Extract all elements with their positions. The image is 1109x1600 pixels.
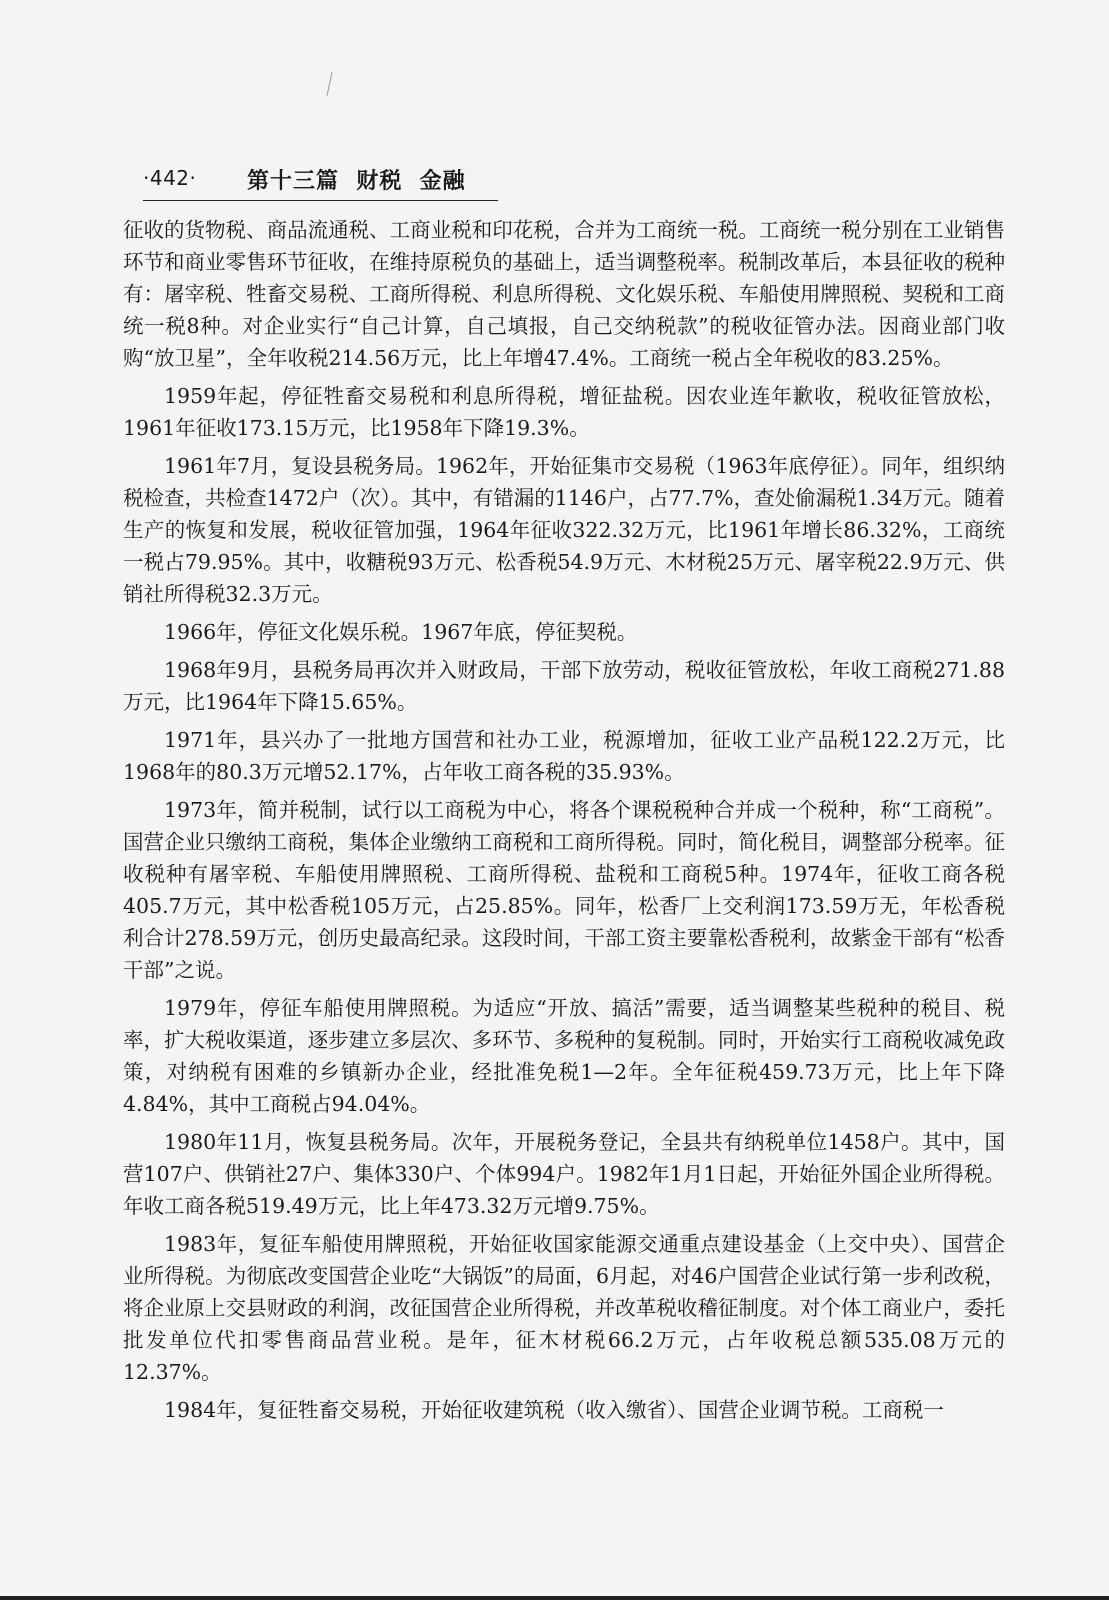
paragraph: 1968年9月，县税务局再次并入财政局，干部下放劳动，税收征管放松，年收工商税271.88万元，比1964年下降15.65%。	[123, 658, 1005, 714]
paragraph: 1980年11月，恢复县税务局。次年，开展税务登记，全县共有纳税单位1458户。其中，国营107户、供销社27户、集体330户、个体994户。1982年1月1日起，开始征外国企业所得税。年收工商各税519.49万元，比上年473.32万元增9.75%。	[123, 1130, 1005, 1218]
paragraph: 1983年，复征车船使用牌照税，开始征收国家能源交通重点建设基金（上交中央）、国营企业所得税。为彻底改变国营企业吃“大锅饭”的局面，6月起，对46户国营企业试行第一步利改税，将企业原上交县财政的利润，改征国营企业所得税，并改革税收稽征制度。对个体工商业户，委托批发单位代扣零售商品营业税。是年，征木材税66.2万元，占年收税总额535.08万元的12.37%。	[123, 1232, 1005, 1384]
page-number: ·442·	[143, 166, 197, 190]
page-header	[143, 164, 498, 201]
section-title: 第十三篇 财税 金融	[247, 169, 466, 194]
paragraph: 1959年起，停征牲畜交易税和利息所得税，增征盐税。因农业连年歉收，税收征管放松，1961年征收173.15万元，比1958年下降19.3%。	[123, 384, 1005, 440]
paragraph: 1961年7月，复设县税务局。1962年，开始征集市交易税（1963年底停征）。同年，组织纳税检查，共检查1472户（次）。其中，有错漏的1146户，占77.7%，查处偷漏税1.34万元。随着生产的恢复和发展，税收征管加强，1964年征收322.32万元，比1961年增长86.32%，工商统一税占79.95%。其中，收糖税93万元、松香税54.9万元、木材税25万元、屠宰税22.9万元、供销社所得税32.3万元。	[123, 454, 1005, 606]
scan-edge	[0, 1596, 1109, 1600]
paragraph: 1984年，复征牲畜交易税，开始征收建筑税（收入缴省）、国营企业调节税。工商税一	[164, 1398, 944, 1422]
body-text	[123, 214, 1005, 1432]
paragraph: 1973年，简并税制，试行以工商税为中心，将各个课税税种合并成一个税种，称“工商税”。国营企业只缴纳工商税，集体企业缴纳工商税和工商所得税。同时，简化税目，调整部分税率。征收税种有屠宰税、车船使用牌照税、工商所得税、盐税和工商税5种。1974年，征收工商各税405.7万元，其中松香税105万元，占25.85%。同年，松香厂上交利润173.59万无，年松香税利合计278.59万元，创历史最高纪录。这段时间，干部工资主要靠松香税利，故紫金干部有“松香干部”之说。	[123, 798, 1005, 982]
paragraph: 1971年，县兴办了一批地方国营和社办工业，税源增加，征收工业产品税122.2万元，比1968年的80.3万元增52.17%，占年收工商各税的35.93%。	[123, 728, 1005, 784]
paragraph: 1979年，停征车船使用牌照税。为适应“开放、搞活”需要，适当调整某些税种的税目、税率，扩大税收渠道，逐步建立多层次、多环节、多税种的复税制。同时，开始实行工商税收减免政策，对纳税有困难的乡镇新办企业，经批准免税1—2年。全年征税459.73万元，比上年下降4.84%，其中工商税占94.04%。	[123, 996, 1005, 1116]
paragraph: 征收的货物税、商品流通税、工商业税和印花税，合并为工商统一税。工商统一税分别在工业销售环节和商业零售环节征收，在维持原税负的基础上，适当调整税率。税制改革后，本县征收的税种有：屠宰税、牲畜交易税、工商所得税、利息所得税、文化娱乐税、车船使用牌照税、契税和工商统一税8种。对企业实行“自己计算，自己填报，自己交纳税款”的税收征管办法。因商业部门收购“放卫星”，全年收税214.56万元，比上年增47.4%。工商统一税占全年税收的83.25%。	[123, 218, 1005, 370]
scan-mark	[327, 72, 333, 96]
paragraph: 1966年，停征文化娱乐税。1967年底，停征契税。	[164, 620, 638, 644]
